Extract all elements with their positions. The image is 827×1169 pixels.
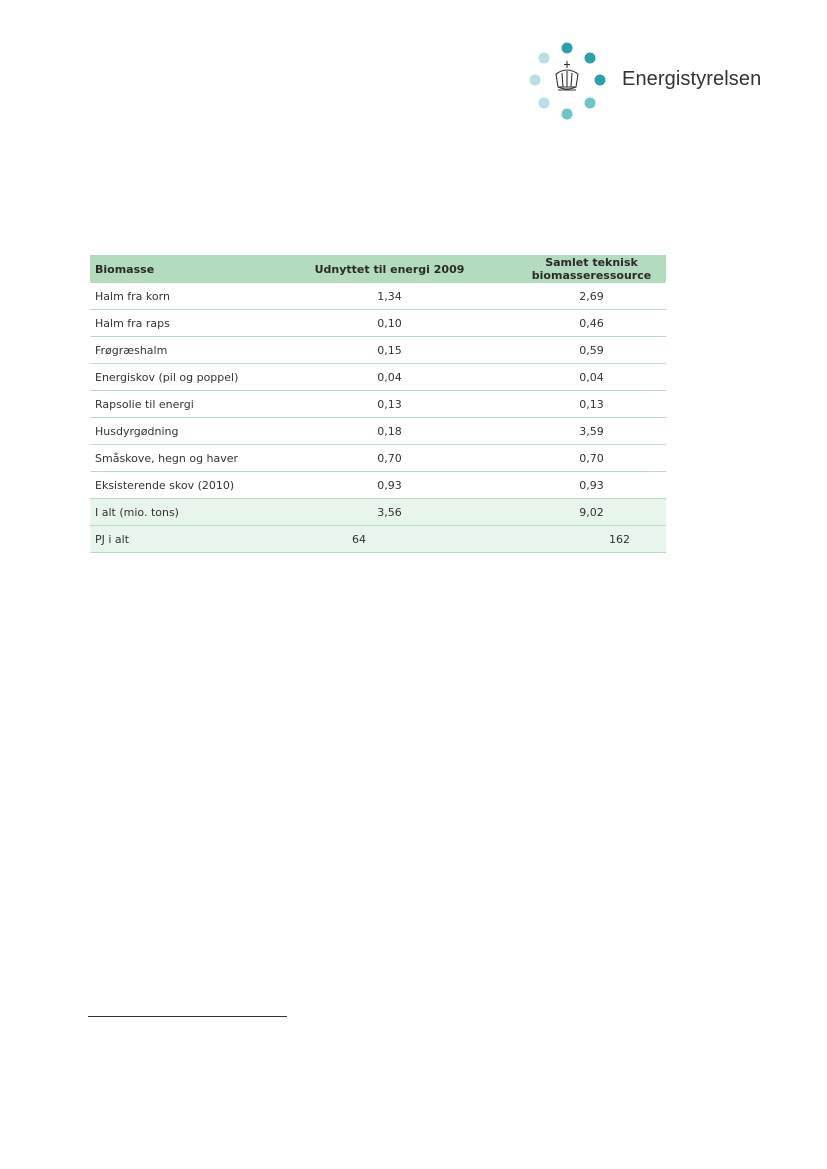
cell-biomasse: Rapsolie til energi (90, 391, 262, 418)
cell-biomasse: Frøgræshalm (90, 337, 262, 364)
cell-biomasse: Eksisterende skov (2010) (90, 472, 262, 499)
table-row (90, 418, 666, 445)
cell-udnyttet: 0,93 (262, 472, 517, 499)
table-pj-row (90, 526, 666, 553)
table-row (90, 445, 666, 472)
cell-udnyttet: 0,10 (262, 310, 517, 337)
cell-udnyttet: 0,15 (262, 337, 517, 364)
cell-pj-samlet: 162 (517, 526, 666, 553)
cell-samlet: 3,59 (517, 418, 666, 445)
brand-name: Energistyrelsen (622, 68, 762, 90)
cell-samlet: 0,70 (517, 445, 666, 472)
cell-samlet: 0,93 (517, 472, 666, 499)
cell-samlet: 0,13 (517, 391, 666, 418)
table-row (90, 364, 666, 391)
cell-biomasse: Energiskov (pil og poppel) (90, 364, 262, 391)
table-row (90, 391, 666, 418)
table-row (90, 310, 666, 337)
table-row (90, 283, 666, 310)
cell-biomasse: Halm fra korn (90, 283, 262, 310)
energistyrelsen-logo (527, 40, 767, 122)
cell-samlet: 0,04 (517, 364, 666, 391)
cell-biomasse: Småskove, hegn og haver (90, 445, 262, 472)
cell-samlet: 2,69 (517, 283, 666, 310)
cell-udnyttet: 0,04 (262, 364, 517, 391)
cell-samlet: 0,46 (517, 310, 666, 337)
cell-biomasse: Halm fra raps (90, 310, 262, 337)
col-header-biomasse: Biomasse (90, 255, 262, 283)
cell-total-label: I alt (mio. tons) (90, 499, 262, 526)
table-row (90, 337, 666, 364)
cell-biomasse: Husdyrgødning (90, 418, 262, 445)
col-header-udnyttet: Udnyttet til energi 2009 (262, 255, 517, 283)
table-row (90, 472, 666, 499)
cell-samlet: 0,59 (517, 337, 666, 364)
cell-pj-udnyttet: 64 (262, 526, 517, 553)
cell-udnyttet: 0,70 (262, 445, 517, 472)
table-header-row (90, 255, 666, 283)
footnote-separator (88, 1016, 287, 1017)
col-header-samlet: Samlet teknisk biomasseressource (517, 255, 666, 283)
cell-total-samlet: 9,02 (517, 499, 666, 526)
cell-pj-label: PJ i alt (90, 526, 262, 553)
table-total-row (90, 499, 666, 526)
cell-udnyttet: 0,18 (262, 418, 517, 445)
cell-udnyttet: 1,34 (262, 283, 517, 310)
cell-total-udnyttet: 3,56 (262, 499, 517, 526)
cell-udnyttet: 0,13 (262, 391, 517, 418)
crown-dots-icon (527, 40, 617, 122)
biomass-table (90, 255, 666, 553)
